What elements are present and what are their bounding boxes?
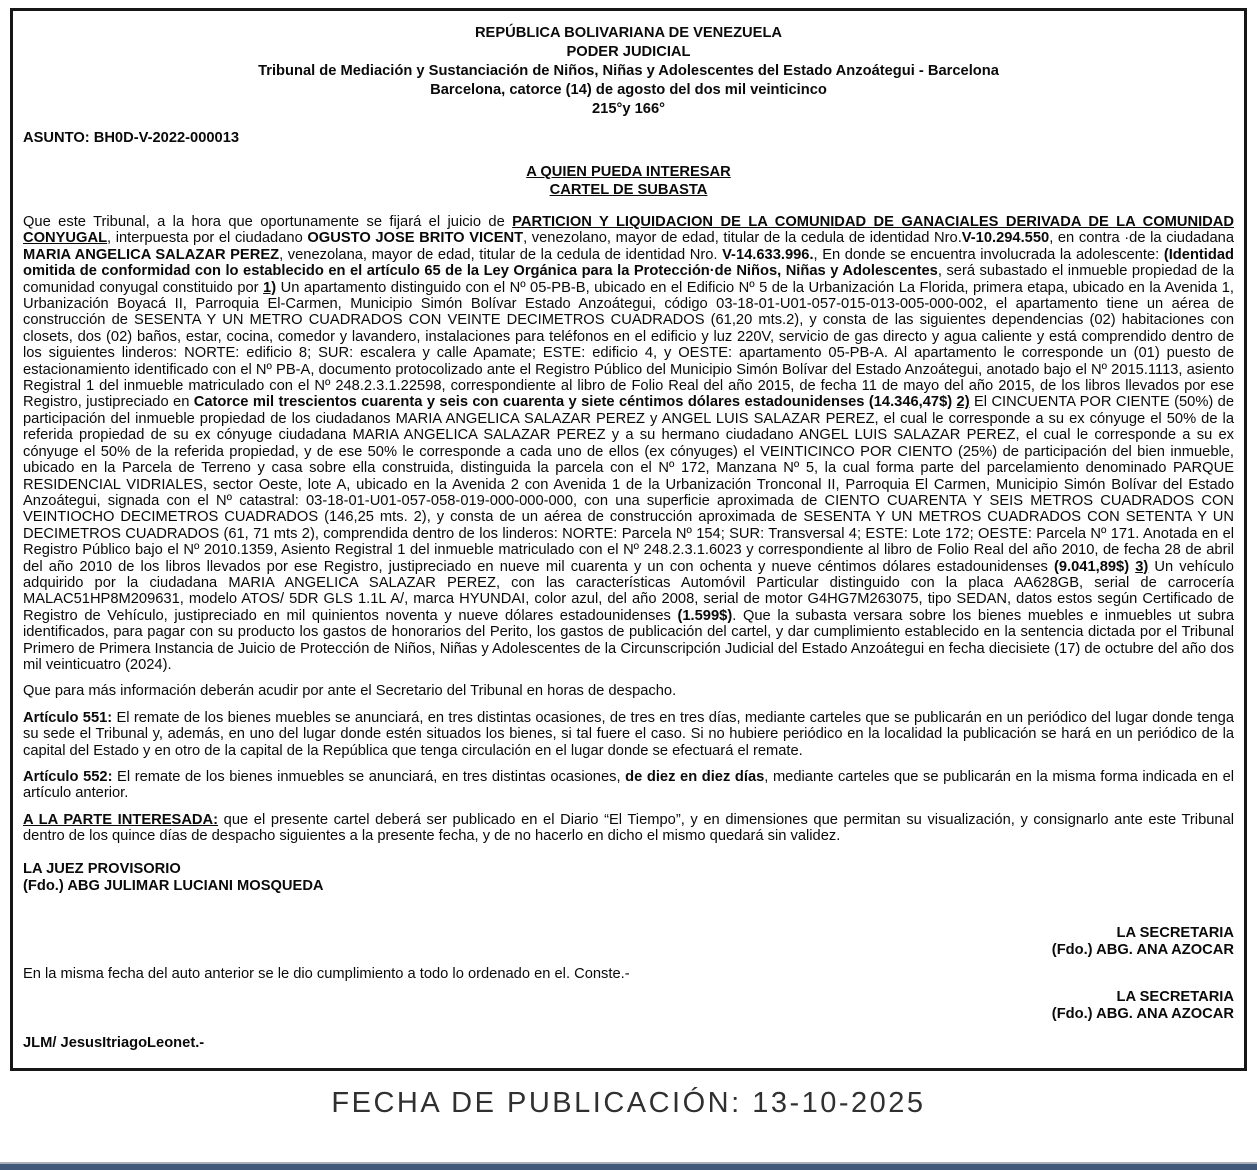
main-paragraph: Que este Tribunal, a la hora que oportunamente se fijará el juicio de PARTICION Y LIQUIDACION DE LA COMUNIDAD DE GANACIALES DERIVADA DE LA COMUNIDAD CONYUGAL, interpuesta por el ciudadano OGUSTO JOSE BRITO VICENT, venezolano, mayor de edad, titular de la cedula de identidad Nro.V-10.294.550, en contra ·de la ciudadana MARIA ANGELICA SALAZAR PEREZ, venezolana, mayor de edad, titular de la cedula de identidad Nro. V-14.633.996., En donde se encuentra involucrada la adolescente: (Identidad omitida de conformidad con lo establecido en el artículo 65 de la Ley Orgánica para la Protección·de Niños, Niñas y Adolescentes, será subastado el inmueble propiedad de la comunidad conyugal constituido por 1) Un apartamento distinguido con el Nº 05-PB-B, ubicado en el Edificio Nº 5 de la Urbanización La Florida, primera etapa, ubicado en la Avenida 1, Urbanización Boyacá II, Parroquia El-Carmen, Municipio Simón Bolívar Estado Anzoátegui, código 03-18-01-U01-057-015-013-005-000-002, el apartamento tiene un aérea de construcción de SESENTA Y UN METRO CUADRADOS CON VEINTE DECIMETROS CUADRADOS (61,20 mts.2), y consta de las siguientes dependencias (02) habitaciones con closets, dos (02) baños, estar, cocina, comedor y lavandero, instalaciones para teléfonos en el edificio y luz 220V, servicio de gas directo y agua caliente y está comprendido dentro de los siguientes linderos: NORTE: edificio 8; SUR: escalera y calle Apamate; ESTE: edificio 4, y OESTE: apartamento 05-PB-A. Al apartamento le corresponde un (01) puesto de estacionamiento identificado con el Nº PB-A, documento protocolizado ante el Registro Público del Municipio Simón Bolívar del Estado Anzoátegui, anotado bajo el Nº 2015.1113, asiento Registral 1 del inmueble matriculado con el Nº 248.2.3.1.22598, correspondiente al libro de Folio Real del año 2015, de fecha 11 de mayo del año 2015, de los libros llevados por ese Registro, justipreciado en Catorce mil trescientos cuarenta y seis con cuarenta y siete céntimos dólares estadounidenses (14.346,47$) 2) El CINCUENTA POR CIENTE (50%) de participación del inmueble propiedad de los ciudadanos MARIA ANGELICA SALAZAR PEREZ y ANGEL LUIS SALAZAR PEREZ, el cual le corresponde a su ex cónyuge el 50% de la referida propiedad de su ex cónyuge ciudadana MARIA ANGELICA SALAZAR PEREZ y a su hermano ciudadano ANGEL LUIS SALAZAR PEREZ, el cual le corresponde a su ex cónyuge el 50% de la referida propiedad, y de ese 50% le corresponde a cada uno de ellos (ex cónyuges) el VEINTICINCO POR CIENTO (25%) de participación del bien inmueble, ubicado en la Parcela de Terreno y casa sobre ella construida, distinguida la parcela con el Nº 172, Manzana Nº 5, la cual forma parte del parcelamiento denominado PARQUE RESIDENCIAL VIDRIALES, sector Oeste, lote A, ubicado en la Avenida 2 con Avenida 1 de la Urbanización Tronconal II, Parroquia El Carmen, Municipio Simón Bolívar del Estado Anzoátegui, signada con el Nº catastral: 03-18-01-U01-057-058-019-000-000-000, con una superficie aproximada de CIENTO CUARENTA Y SEIS METROS CUADRADOS CON VEINTIOCHO DECIMETROS CUADRADOS (146,25 mts. 2), y consta de un aérea de construcción aproximada de SESENTA Y UN METROS CUADRADOS CON SETENTA Y UN DECIMETROS CUADRADOS (61, 71 mts 2), comprendida dentro de los linderos: NORTE: Parcela Nº 154; SUR: Transversal 4; ESTE: Lote 172; OESTE: Parcela Nº 171. Anotada en el Registro Público bajo el Nº 2010.1359, Asiento Registral 1 del inmueble matriculado con el Nº 248.2.3.1.6023 y correspondiente al libro de Folio Real del año 2010, de fecha 28 de abril del año 2010 de los libros llevados por ese Registro, justipreciado en nueve mil cuarenta y un con ochenta y nueve céntimos dólares estadounidenses (9.041,89$) 3) Un vehículo adquirido por la ciudadana MARIA ANGELICA SALAZAR PEREZ, con las características Automóvil Particular distinguido con la placa AA628GB, serial de carrocería MALAC51HP8M209631, modelo ATOS/ 5DR GLS 1.1L A/, marca HYUNDAI, color azul, del año 2008, serial de motor G4HG7M263075, tipo SEDAN, datos estos según Certificado de Registro de Vehículo, justipreciado en mil quinientos noventa y nueve dólares estadounidenses (1.599$). Que la subasta versara sobre los bienes muebles e inmuebles ut subra identificados, para pagar con su producto los gastos de honorarios del Perito, los gastos de publicación del cartel, y dar cumplimiento establecido en la sentencia dictada por el Tribunal Primero de Primera Instancia de Juicio de Protección de Niños, Niñas y Adolescentes de la Circunscripción Judicial del Estado Anzoátegui en fecha diecisiete (17) de octubre del año dos mil veinticuatro (2024). — [23, 214, 1235, 673]
case-number: ASUNTO: BH0D-V-2022-000013 — [23, 130, 240, 146]
addressee-title: A QUIEN PUEDA INTERESAR — [526, 164, 731, 180]
clerk-initials: JLM/ JesusItriagoLeonet.- — [23, 1034, 205, 1051]
secretary-signature-block-2 — [23, 989, 1234, 1023]
judge-signature-block — [23, 861, 1234, 895]
document-frame — [10, 8, 1247, 1071]
header-anniversary-years: 215°y 166° — [591, 101, 665, 117]
document-header — [23, 24, 1234, 119]
header-republic: REPÚBLICA BOLIVARIANA DE VENEZUELA — [474, 25, 783, 41]
article-552-paragraph: Artículo 552: El remate de los bienes inmuebles se anunciará, en tres distintas ocasiones, de diez en diez días, mediante carteles que se publicarán en la misma forma indicada en el artículo anterior. — [23, 769, 1235, 802]
judge-name: (Fdo.) ABG JULIMAR LUCIANI MOSQUEDA — [23, 877, 324, 894]
secretary-title-2: LA SECRETARIA — [1116, 988, 1234, 1005]
document-titles — [23, 163, 1234, 199]
secretary-title-1: LA SECRETARIA — [1116, 924, 1234, 941]
header-city-date: Barcelona, catorce (14) de agosto del dos mil veinticinco — [430, 82, 827, 98]
header-poder-judicial: PODER JUDICIAL — [566, 44, 691, 60]
compliance-note: En la misma fecha del auto anterior se le dio cumplimiento a todo lo ordenado en el. Conste.- — [23, 965, 630, 982]
secretary-signature-block-1 — [23, 925, 1234, 959]
info-paragraph: Que para más información deberán acudir por ante el Secretario del Tribunal en horas de despacho. — [23, 683, 677, 700]
publication-date: FECHA DE PUBLICACIÓN: 13-10-2025 — [331, 1086, 926, 1119]
secretary-name-1: (Fdo.) ABG. ANA AZOCAR — [1051, 941, 1234, 958]
cartel-title: CARTEL DE SUBASTA — [549, 182, 708, 198]
article-551-paragraph: Artículo 551: El remate de los bienes muebles se anunciará, en tres distintas ocasiones, de tres en tres días, mediante carteles que se publicarán en un periódico del lugar donde tenga su sede el Tribunal y, además, en uno del lugar donde estén situados los bienes, si tal fuere el caso. Si no hubiere periódico en la localidad la publicación se hará en un periódico de la capital del Estado y en otro de la capital de la República que tenga circulación en el lugar donde se efectuará el remate. — [23, 709, 1235, 759]
judge-title: LA JUEZ PROVISORIO — [23, 860, 181, 877]
interested-party-paragraph: A LA PARTE INTERESADA: que el presente cartel deberá ser publicado en el Diario “El Tiempo”, y en dimensiones que permitan su visualización, y consignarlo ante este Tribunal dentro de los quince días de despacho siguientes a la presente fecha, y de no hacerlo en dicho el mismo quedará sin validez. — [23, 811, 1235, 845]
bottom-bar — [0, 1162, 1257, 1170]
header-tribunal: Tribunal de Mediación y Sustanciación de Niños, Niñas y Adolescentes del Estado Anzoátegui - Barcelona — [258, 63, 999, 79]
secretary-name-2: (Fdo.) ABG. ANA AZOCAR — [1051, 1005, 1234, 1022]
